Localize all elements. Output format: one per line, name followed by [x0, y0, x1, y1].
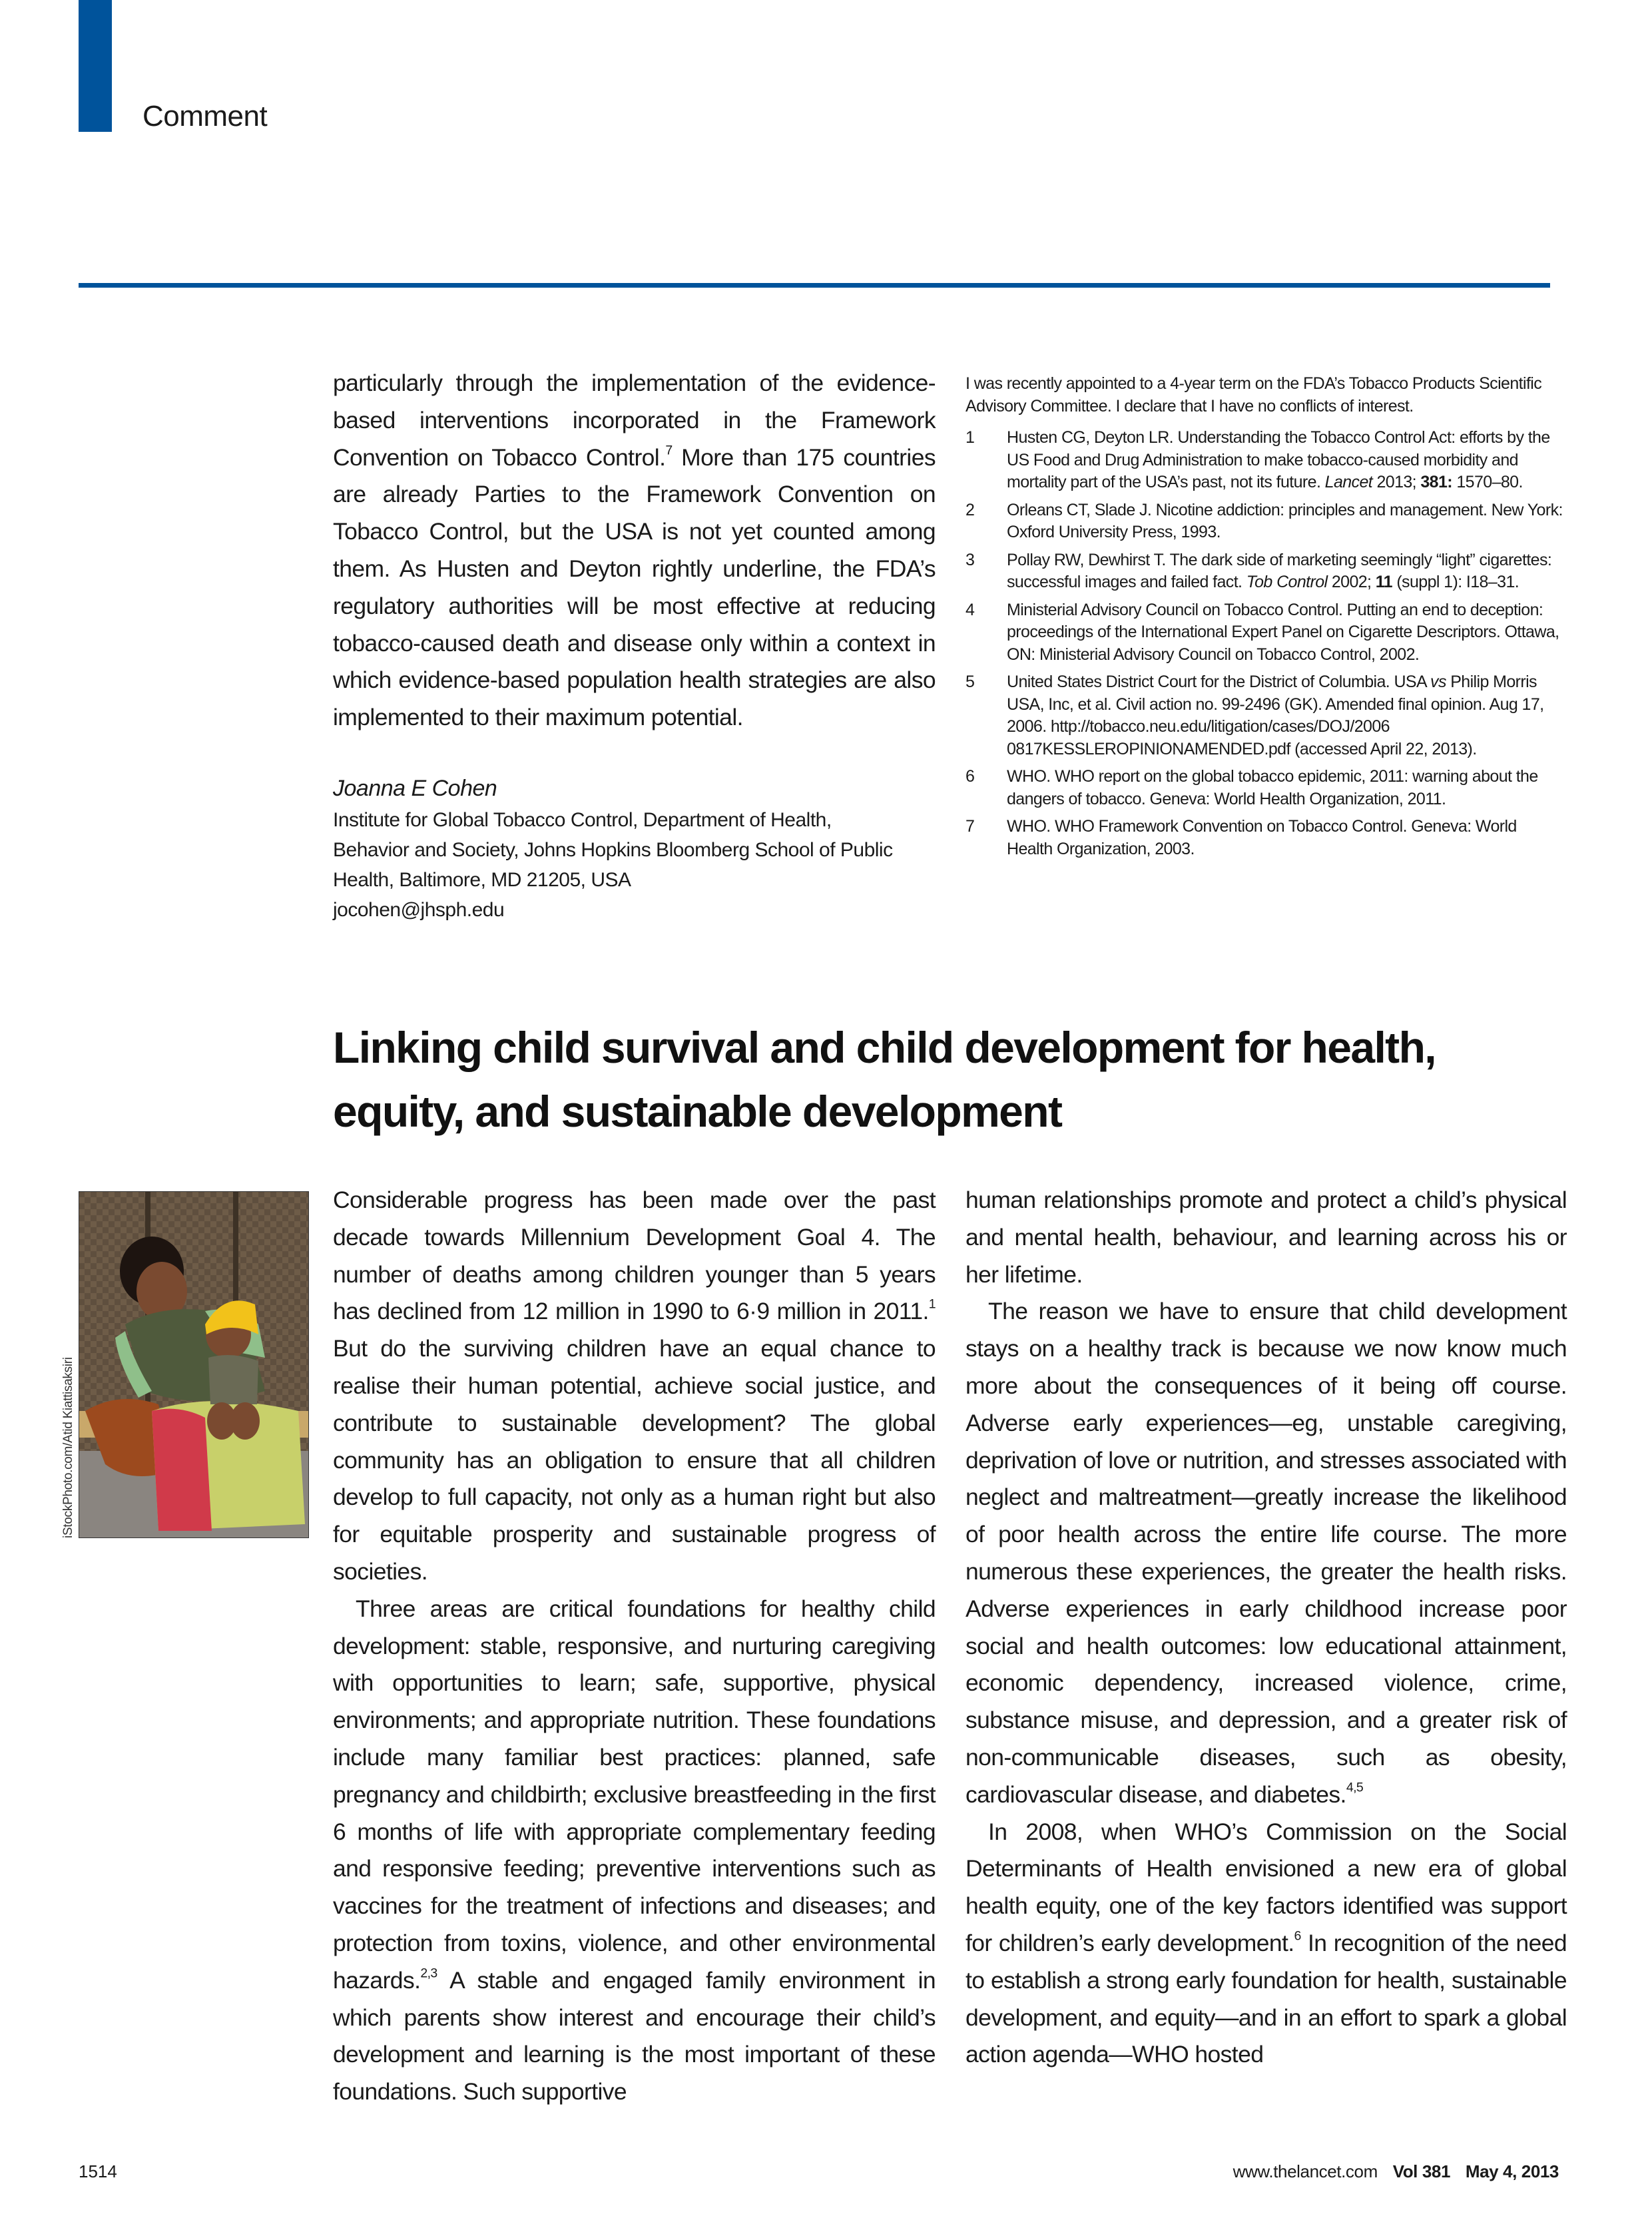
author-affiliation-line: Institute for Global Tobacco Control, Department of Health,	[333, 809, 832, 831]
reference-number: 1	[965, 428, 975, 447]
previous-article-body	[333, 365, 936, 736]
reference-list	[965, 427, 1565, 860]
author-signature	[333, 774, 936, 925]
reference-text: Orleans CT, Slade J. Nicotine addiction: principles and management. New York: Oxford University Press, 1993.	[1007, 500, 1563, 541]
reference-item	[965, 599, 1565, 667]
paragraph: Three areas are critical foundations for healthy child development: stable, responsive, and nurturing caregiving with opportunities to learn; safe, supportive, physical environments; and appropriate nutrition. These foundations include many familiar best practices: planned, safe pregnancy and childbirth; exclusive breastfeeding in the first 6 months of life with appropriate complementary feeding and responsive feeding; preventive interventions such as vaccines for the treatment of infections and diseases; and protection from toxins, violence, and other environmental hazards.$^{2,3}$ A stable and engaged family environment in which parents show interest and encourage their child’s development and learning is the most important of these foundations. Such supportive	[333, 1595, 936, 2105]
title-line: equity, and sustainable development	[333, 1087, 1062, 1136]
title-line: Linking child survival and child development for health,	[333, 1023, 1436, 1072]
author-affiliation-line: Behavior and Society, Johns Hopkins Bloomberg School of Public	[333, 839, 893, 861]
reference-text: Ministerial Advisory Council on Tobacco Control. Putting an end to deception: proceedings of the International Expert Panel on Cigarette Descriptors. Ottawa, ON: Ministerial Advisory Council on Tobacco Control, 2002.	[1007, 600, 1559, 664]
paragraph: human relationships promote and protect a child’s physical and mental health, behaviour, and learning across his or her lifetime.	[965, 1187, 1567, 1288]
section-accent-bar	[79, 0, 112, 132]
mother-and-baby-photo-icon	[79, 1191, 309, 1538]
journal-website-link[interactable]: www.thelancet.com	[1233, 2161, 1378, 2181]
page-number: 1514	[79, 2161, 117, 2181]
photo-credit: iStockPhoto.com/Atid Kiattisaksiri	[61, 1357, 75, 1538]
paragraph: Considerable progress has been made over the past decade towards Millennium Development Goal 4. The number of deaths among children younger than 5 years has declined from 12 million in 1990 to 6·9 million in 2011.$^1$ But do the surviving children have an equal chance to realise their human potential, achieve social justice, and contribute to sustainable development? The global community has an obligation to ensure that all children develop to full capacity, not only as a human right but also for equitable prosperity and sustainable progress of societies.	[333, 1187, 936, 1585]
reference-item	[965, 499, 1565, 544]
reference-text: United States District Court for the District of Columbia. USA vs Philip Morris USA, Inc, et al. Civil action no. 99-2496 (GK). Amended final opinion. Aug 17, 2006. http://tobacco.neu.edu/litigation/cases/DOJ/2006 0817KESSLEROPINIONAMENDED.pdf (accessed April 22, 2013).	[1007, 673, 1544, 758]
article-column-right	[965, 1182, 1567, 2074]
author-email[interactable]: jocohen@jhsph.edu	[333, 899, 505, 921]
reference-number: 4	[965, 600, 975, 619]
journal-volume: Vol 381	[1392, 2161, 1451, 2181]
reference-text: Pollay RW, Dewhirst T. The dark side of marketing seemingly “light” cigarettes: successful images and failed fact. Tob Control 2002; 11 (suppl 1): I18–31.	[1007, 550, 1552, 591]
paragraph: In 2008, when WHO’s Commission on the Social Determinants of Health envisioned a new era of global health equity, one of the key factors identified was support for children’s early development.$^6$ In recognition of the need to establish a strong early foundation for health, sustainable development, and equity—and in an effort to spark a global action agenda—WHO hosted	[965, 1818, 1567, 2068]
section-label: Comment	[142, 100, 268, 133]
reference-item	[965, 766, 1565, 810]
article-title	[333, 1015, 1531, 1143]
reference-item	[965, 427, 1565, 494]
reference-number: 6	[965, 767, 975, 786]
references-block	[965, 373, 1565, 866]
reference-number: 3	[965, 550, 975, 569]
reference-text: WHO. WHO report on the global tobacco epidemic, 2011: warning about the dangers of tobacco. Geneva: World Health Organization, 2011.	[1007, 767, 1538, 808]
author-affiliation-line: Health, Baltimore, MD 21205, USA	[333, 869, 631, 891]
paragraph: particularly through the implementation of the evidence-based interventions incorporated in the Framework Convention on Tobacco Control.$^7$ More than 175 countries are already Parties to the Framework Convention on Tobacco Control, but the USA is not yet counted among them. As Husten and Deyton rightly underline, the FDA’s regulatory authorities will be most effective at reducing tobacco-caused death and disease only within a context in which evidence-based population health strategies are also implemented to their maximum potential.	[333, 370, 936, 731]
conflict-disclosure: I was recently appointed to a 4-year term on the FDA’s Tobacco Products Scientific Advisory Committee. I declare that I have no conflicts of interest.	[965, 374, 1542, 416]
article-photo	[79, 1191, 309, 1538]
reference-number: 5	[965, 673, 975, 691]
reference-text: Husten CG, Deyton LR. Understanding the Tobacco Control Act: efforts by the US Food and Drug Administration to make tobacco-caused morbidity and mortality part of the USA’s past, not its future. Lancet 2013; 381: 1570–80.	[1007, 428, 1550, 491]
journal-footer	[1233, 2161, 1559, 2182]
reference-item	[965, 671, 1565, 760]
reference-number: 7	[965, 817, 975, 836]
reference-item	[965, 816, 1565, 860]
reference-text: WHO. WHO Framework Convention on Tobacco Control. Geneva: World Health Organization, 2003.	[1007, 817, 1517, 858]
reference-item	[965, 549, 1565, 594]
paragraph: The reason we have to ensure that child development stays on a healthy track is because we now know much more about the consequences of it being off course. Adverse early experiences—eg, unstable caregiving, deprivation of love or nutrition, and stresses associated with neglect and maltreatment—greatly increase the likelihood of poor health across the entire life course. The more numerous these experiences, the greater the health risks. Adverse experiences in early childhood increase poor social and health outcomes: low educational attainment, economic dependency, increased violence, crime, substance misuse, and depression, and a greater risk of non-communicable diseases, such as obesity, cardiovascular disease, and diabetes.$^{4,5}$	[965, 1298, 1567, 1808]
article-column-left	[333, 1182, 936, 2111]
reference-number: 2	[965, 500, 975, 519]
issue-date: May 4, 2013	[1465, 2161, 1559, 2181]
author-name: Joanna E Cohen	[333, 776, 497, 801]
header-rule	[79, 283, 1550, 288]
